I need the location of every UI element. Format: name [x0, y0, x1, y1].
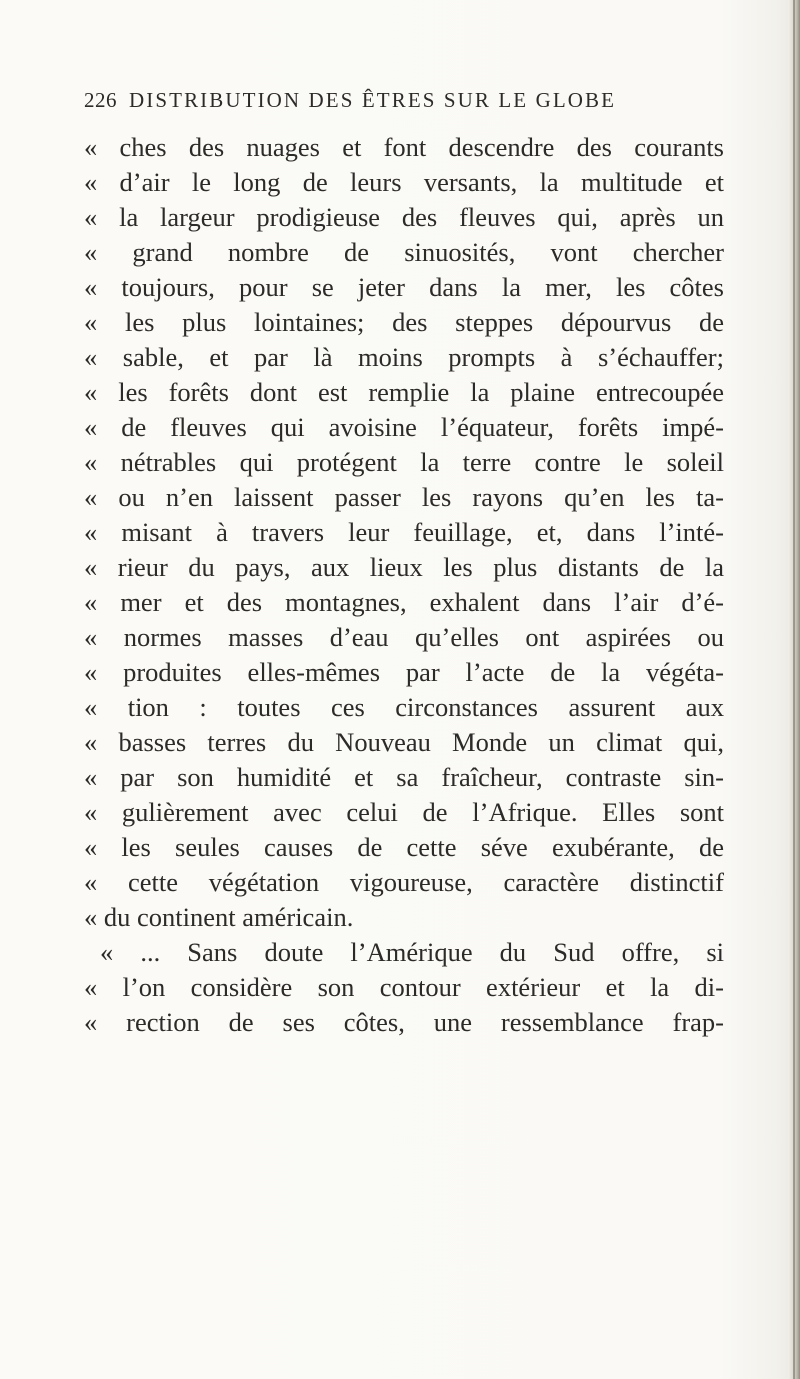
- page-binding-shadow: [793, 0, 795, 1379]
- text-line: « gulièrement avec celui de l’Afrique. Elles sont: [84, 797, 724, 827]
- text-line: « normes masses d’eau qu’elles ont aspirées ou: [84, 622, 724, 652]
- text-line: « nétrables qui protégent la terre contre le soleil: [84, 447, 724, 477]
- text-line: « d’air le long de leurs versants, la multitude et: [84, 167, 724, 197]
- text-line: « ches des nuages et font descendre des courants: [84, 132, 724, 162]
- text-line: « basses terres du Nouveau Monde un climat qui,: [84, 727, 724, 757]
- text-line: « ... Sans doute l’Amérique du Sud offre, si: [100, 937, 724, 967]
- body-text: [84, 130, 724, 1040]
- text-line: « l’on considère son contour extérieur et la di-: [84, 972, 724, 1002]
- text-line: « cette végétation vigoureuse, caractère distinctif: [84, 867, 724, 897]
- text-line: « sable, et par là moins prompts à s’échauffer;: [84, 342, 724, 372]
- text-line: « de fleuves qui avoisine l’équateur, forêts impé-: [84, 412, 724, 442]
- running-head: [84, 86, 724, 114]
- text-line: « la largeur prodigieuse des fleuves qui, après un: [84, 202, 724, 232]
- text-line: « misant à travers leur feuillage, et, dans l’inté-: [84, 517, 724, 547]
- text-line: « ou n’en laissent passer les rayons qu’en les ta-: [84, 482, 724, 512]
- text-line: « du continent américain.: [84, 902, 354, 932]
- text-line: « tion : toutes ces circonstances assurent aux: [84, 692, 724, 722]
- text-line: « rection de ses côtes, une ressemblance frap-: [84, 1007, 724, 1037]
- text-line: « mer et des montagnes, exhalent dans l’air d’é-: [84, 587, 724, 617]
- page-number: 226: [84, 88, 117, 112]
- text-line: « les seules causes de cette séve exubérante, de: [84, 832, 724, 862]
- text-line: « les plus lointaines; des steppes dépourvus de: [84, 307, 724, 337]
- text-line: « les forêts dont est remplie la plaine entrecoupée: [84, 377, 724, 407]
- text-line: « grand nombre de sinuosités, vont chercher: [84, 237, 724, 267]
- text-line: « produites elles-mêmes par l’acte de la végéta-: [84, 657, 724, 687]
- text-line: « rieur du pays, aux lieux les plus distants de la: [84, 552, 724, 582]
- text-line: « par son humidité et sa fraîcheur, contraste sin-: [84, 762, 724, 792]
- running-head-title: DISTRIBUTION DES ÊTRES SUR LE GLOBE: [129, 88, 617, 112]
- text-line: « toujours, pour se jeter dans la mer, les côtes: [84, 272, 724, 302]
